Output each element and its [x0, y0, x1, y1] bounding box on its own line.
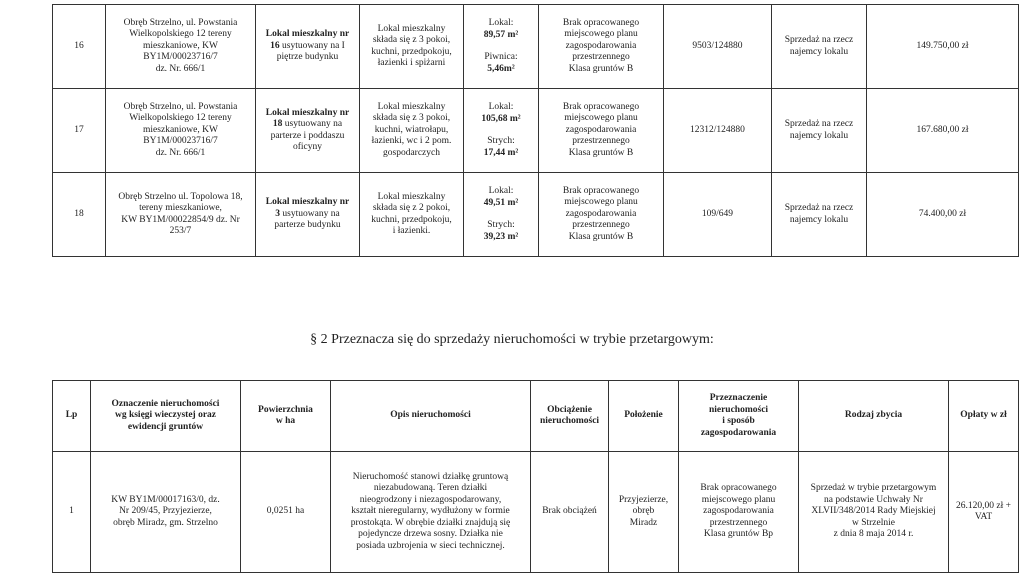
header-description: Opis nieruchomości: [331, 381, 531, 452]
row-zoning: Brak opracowanego miejscowego planu zagospodarowania przestrzennego Klasa gruntów B: [539, 89, 664, 173]
header-disposal: Rodzaj zbycia: [799, 381, 949, 452]
row-description: Lokal mieszkalny składa się z 3 pokoi, kuchni, przedpokoju, łazienki i spiżarni: [360, 5, 464, 89]
row-sale-form: Sprzedaż na rzecz najemcy lokalu: [772, 5, 867, 89]
row-number: 16: [53, 5, 106, 89]
row-unit: Lokal mieszkalny nr 16 usytuowany na I piętrze budynku: [256, 5, 360, 89]
row-description: Lokal mieszkalny składa się z 3 pokoi, kuchni, wiatrołapu, łazienki, wc i 2 pom. gospodarczych: [360, 89, 464, 173]
row-description: Nieruchomość stanowi działkę gruntową niezabudowaną. Teren działki nieogrodzony i niezagospodarowany, kształt nieregularny, wydłużony w formie prostokąta. W obrębie działki znajdują się pojedyncze drzewa sosny. Działka nie posiada uzbrojenia w sieci technicznej.: [331, 452, 531, 573]
property-table-top: [52, 4, 1019, 257]
row-unit: Lokal mieszkalny nr 3 usytuowany na parterze budynku: [256, 173, 360, 257]
table-row: [53, 173, 1019, 257]
tender-property-table: [52, 380, 1019, 573]
header-fees: Opłaty w zł: [949, 381, 1019, 452]
header-area: Powierzchnia w ha: [241, 381, 331, 452]
row-designation: KW BY1M/00017163/0, dz. Nr 209/45, Przyjezierze, obręb Miradz, gm. Strzelno: [91, 452, 241, 573]
row-unit: Lokal mieszkalny nr 18 usytuowany na parterze i poddaszu oficyny: [256, 89, 360, 173]
row-area: Lokal: 89,57 m² Piwnica: 5,46m²: [464, 5, 539, 89]
row-location: Obręb Strzelno, ul. Powstania Wielkopolskiego 12 tereny mieszkaniowe, KW BY1M/00023716/7 dz. Nr. 666/1: [106, 89, 256, 173]
row-sale-form: Sprzedaż na rzecz najemcy lokalu: [772, 89, 867, 173]
row-description: Lokal mieszkalny składa się z 2 pokoi, kuchni, przedpokoju, i łazienki.: [360, 173, 464, 257]
section-title: § 2 Przeznacza się do sprzedaży nieruchomości w trybie przetargowym:: [310, 332, 714, 347]
row-area: Lokal: 105,68 m² Strych: 17,44 m²: [464, 89, 539, 173]
header-location: Położenie: [609, 381, 679, 452]
table-row: [53, 452, 1019, 573]
row-number: 18: [53, 173, 106, 257]
row-price: 149.750,00 zł: [867, 5, 1019, 89]
row-location: Obręb Strzelno, ul. Powstania Wielkopolskiego 12 tereny mieszkaniowe, KW BY1M/00023716/7 dz. Nr. 666/1: [106, 5, 256, 89]
table-row: [53, 5, 1019, 89]
row-area: 0,0251 ha: [241, 452, 331, 573]
row-location: Przyjezierze, obręb Miradz: [609, 452, 679, 573]
header-lp: Lp: [53, 381, 91, 452]
header-designation: Oznaczenie nieruchomości wg księgi wieczystej oraz ewidencji gruntów: [91, 381, 241, 452]
row-fees: 26.120,00 zł + VAT: [949, 452, 1019, 573]
table-header-row: [53, 381, 1019, 452]
row-number: 17: [53, 89, 106, 173]
row-price: 167.680,00 zł: [867, 89, 1019, 173]
row-disposal: Sprzedaż w trybie przetargowym na podstawie Uchwały Nr XLVII/348/2014 Rady Miejskiej w Strzelnie z dnia 8 maja 2014 r.: [799, 452, 949, 573]
row-lp: 1: [53, 452, 91, 573]
row-location: Obręb Strzelno ul. Topolowa 18, tereny mieszkaniowe, KW BY1M/00022854/9 dz. Nr 253/7: [106, 173, 256, 257]
table-row: [53, 89, 1019, 173]
row-zoning: Brak opracowanego miejscowego planu zagospodarowania przestrzennego Klasa gruntów B: [539, 5, 664, 89]
row-share: 12312/124880: [664, 89, 772, 173]
row-share: 9503/124880: [664, 5, 772, 89]
row-encumbrance: Brak obciążeń: [531, 452, 609, 573]
row-area: Lokal: 49,51 m² Strych: 39,23 m²: [464, 173, 539, 257]
row-purpose: Brak opracowanego miejscowego planu zagospodarowania przestrzennego Klasa gruntów Bp: [679, 452, 799, 573]
row-sale-form: Sprzedaż na rzecz najemcy lokalu: [772, 173, 867, 257]
header-encumbrance: Obciążenie nieruchomości: [531, 381, 609, 452]
header-purpose: Przeznaczenie nieruchomości i sposób zagospodarowania: [679, 381, 799, 452]
row-zoning: Brak opracowanego miejscowego planu zagospodarowania przestrzennego Klasa gruntów B: [539, 173, 664, 257]
row-price: 74.400,00 zł: [867, 173, 1019, 257]
row-share: 109/649: [664, 173, 772, 257]
